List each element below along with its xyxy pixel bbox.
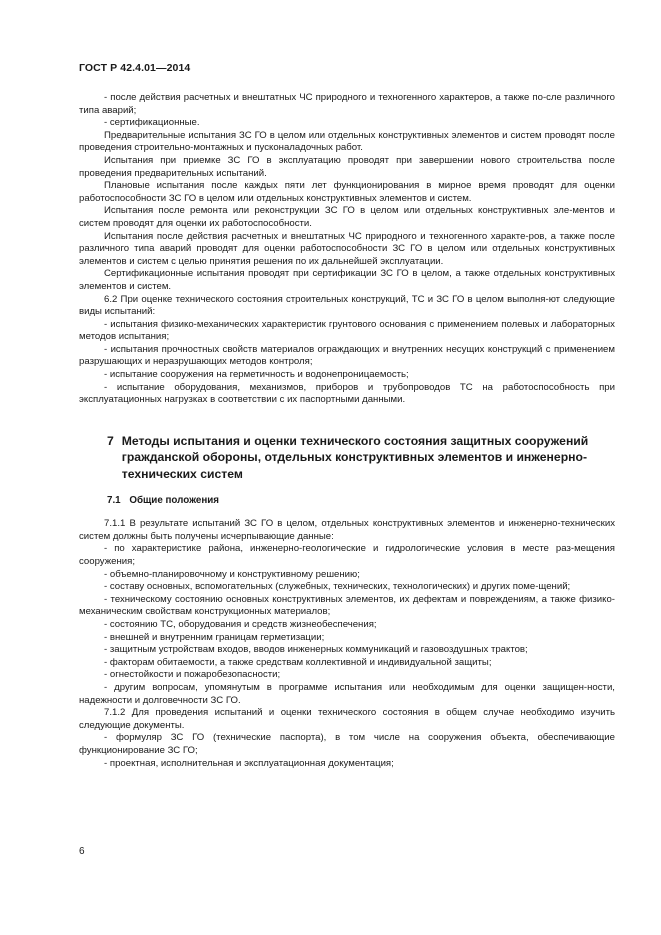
list-item: - испытания физико-механических характеристик грунтового основания с применением полевых и лабораторных методов испытания; [79, 319, 615, 344]
list-item: - огнестойкости и пожаробезопасности; [79, 669, 615, 682]
list-item: - другим вопросам, упомянутым в программе испытания или необходимым для оценки защищен-ности, надежности и долговечности ЗС ГО. [79, 682, 615, 707]
list-item: - испытание оборудования, механизмов, приборов и трубопроводов ТС на работоспособность при эксплуатационных нагрузках в соответствии с их паспортными данными. [79, 382, 615, 407]
list-item: - после действия расчетных и внештатных ЧС природного и техногенного характеров, а также по-сле различного типа аварий; [79, 92, 615, 117]
subsection-number: 7.1 [107, 494, 121, 506]
text-block-general [79, 518, 615, 770]
paragraph: 7.1.2 Для проведения испытаний и оценки технического состояния в общем случае необходимо изучить следующие документы. [79, 707, 615, 731]
list-item: - защитным устройствам входов, вводов инженерных коммуникаций и газовоздушных трактов; [79, 644, 615, 657]
paragraph: Сертификационные испытания проводят при сертификации ЗС ГО в целом, а также отдельных конструктивных элементов и систем. [79, 268, 615, 292]
document-body [79, 92, 615, 770]
subsection-heading [79, 495, 615, 508]
list-item: - формуляр ЗС ГО (технические паспорта), в том числе на сооружения объекта, обеспечивающие функционирование ЗС ГО; [79, 732, 615, 757]
paragraph: Испытания после действия расчетных и внештатных ЧС природного и техногенного характе-ров, а также после различного типа аварий проводят для оценки работоспособности ЗС ГО в целом или отдельных конструктивных элементов и систем с целью принятия решения по их дальнейшей эксплуатации. [79, 230, 615, 267]
section-title: Методы испытания и оценки технического состояния защитных сооружений гражданской обороны, отдельных конструктивных элементов и инженерно-технических систем [121, 433, 589, 482]
list-item: - факторам обитаемости, а также средствам коллективной и индивидуальной защиты; [79, 657, 615, 670]
paragraph: 7.1.1 В результате испытаний ЗС ГО в целом, отдельных конструктивных элементов и инженерно-технических систем должны быть получены исчерпывающие данные: [79, 518, 615, 542]
document-header: ГОСТ Р 42.4.01—2014 [79, 62, 191, 74]
paragraph: Испытания при приемке ЗС ГО в эксплуатацию проводят при завершении нового строительства после проведения предварительных испытаний. [79, 154, 615, 179]
section-heading [79, 433, 615, 483]
list-item: - проектная, исполнительная и эксплуатационная документация; [79, 758, 615, 771]
list-item: - внешней и внутренним границам герметизации; [79, 632, 615, 645]
list-item: - техническому состоянию основных конструктивных элементов, их дефектам и повреждениям, а также физико-механическим свойствам конструкционных материалов; [79, 594, 615, 619]
section-number: 7 [107, 433, 114, 448]
list-item: - составу основных, вспомогательных (служебных, технических, технологических) и других поме-щений; [79, 581, 615, 594]
list-item: - испытание сооружения на герметичность и водонепроницаемость; [79, 369, 615, 382]
subsection-title: Общие положения [129, 494, 220, 506]
list-item: - объемно-планировочному и конструктивному решению; [79, 569, 615, 582]
paragraph: 6.2 При оценке технического состояния строительных конструкций, ТС и ЗС ГО в целом выполня-ют следующие виды испытаний: [79, 293, 615, 318]
list-item: - по характеристике района, инженерно-геологические и гидрологические условия в месте раз-мещения сооружения; [79, 543, 615, 568]
paragraph: Плановые испытания после каждых пяти лет функционирования в мирное время проводят для оценки работоспособности ЗС ГО в целом или отдельных конструктивных элементов и систем. [79, 180, 615, 204]
list-item: - сертификационные. [79, 117, 615, 130]
list-item: - испытания прочностных свойств материалов ограждающих и внутренних несущих конструкций с применением разрушающих и неразрушающих методов контроля; [79, 344, 615, 369]
list-item: - состоянию ТС, оборудования и средств жизнеобеспечения; [79, 619, 615, 632]
paragraph: Испытания после ремонта или реконструкции ЗС ГО в целом или отдельных конструктивных эле-ментов и систем проводят для оценки их работоспособности. [79, 205, 615, 229]
paragraph: Предварительные испытания ЗС ГО в целом или отдельных конструктивных элементов и систем проводят после проведения строительно-монтажных и пусконаладочных работ. [79, 129, 615, 154]
page-number: 6 [79, 846, 85, 857]
text-block-intro [79, 92, 615, 407]
